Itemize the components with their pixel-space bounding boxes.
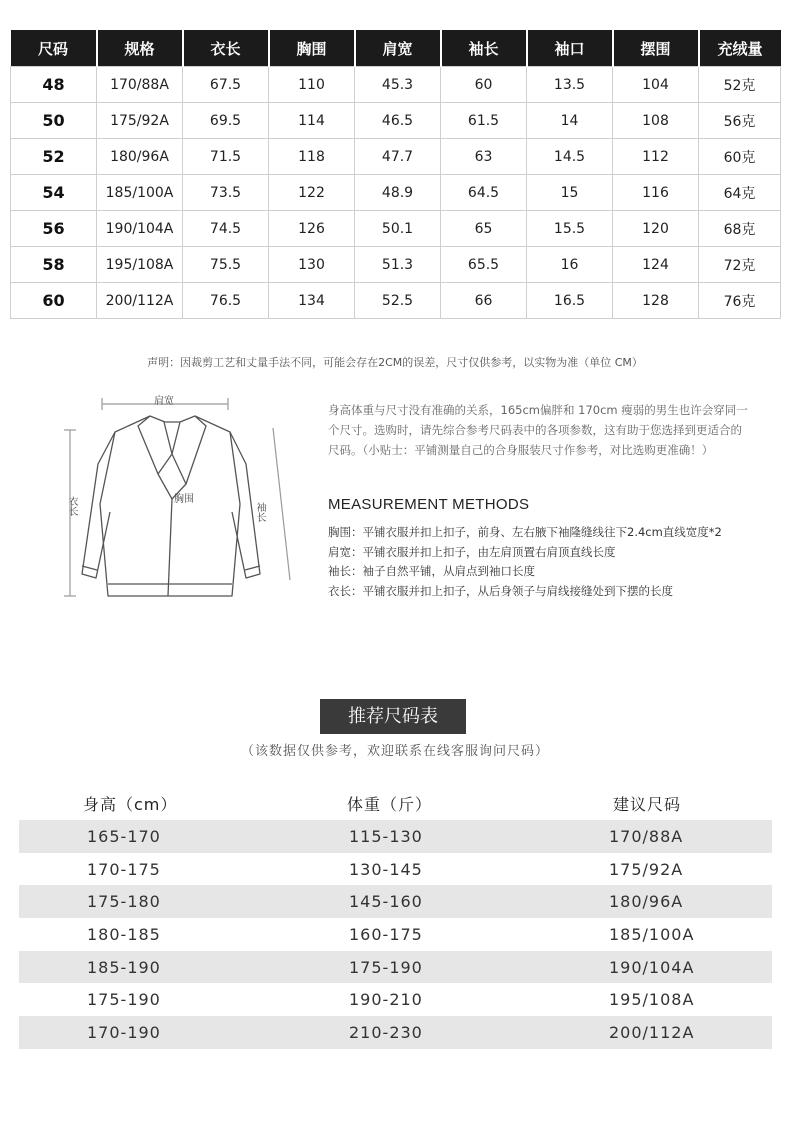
height-cell: 175-180 xyxy=(87,892,161,912)
value-cell: 16 xyxy=(527,247,613,283)
value-cell: 46.5 xyxy=(355,103,441,139)
value-cell: 66 xyxy=(441,283,527,319)
sleeve-label: 袖长 xyxy=(254,502,265,522)
value-cell: 60克 xyxy=(699,139,781,175)
value-cell: 200/112A xyxy=(97,283,183,319)
length-label: 衣长 xyxy=(66,496,77,516)
value-cell: 48.9 xyxy=(355,175,441,211)
value-cell: 15 xyxy=(527,175,613,211)
value-cell: 13.5 xyxy=(527,67,613,103)
size-cell: 170/88A xyxy=(609,826,684,846)
value-cell: 108 xyxy=(613,103,699,139)
size-cell: 190/104A xyxy=(609,957,695,977)
size-table-header xyxy=(11,30,781,67)
height-cell: 185-190 xyxy=(87,957,161,977)
recommend-header xyxy=(19,787,772,820)
size-header-cell: 肩宽 xyxy=(355,30,441,67)
value-cell: 112 xyxy=(613,139,699,175)
value-cell: 124 xyxy=(613,247,699,283)
value-cell: 114 xyxy=(269,103,355,139)
recommend-subtitle: （该数据仅供参考，欢迎联系在线客服询问尺码） xyxy=(240,744,549,759)
method-chest: 胸围：平铺衣服并扣上扣子，前身、左右腋下袖隆缝线往下2.4cm直线宽度*2 xyxy=(328,525,722,539)
table-row xyxy=(11,175,781,211)
value-cell: 190/104A xyxy=(97,211,183,247)
height-cell: 170-190 xyxy=(87,1022,161,1042)
value-cell: 134 xyxy=(269,283,355,319)
value-cell: 45.3 xyxy=(355,67,441,103)
value-cell: 110 xyxy=(269,67,355,103)
value-cell: 170/88A xyxy=(97,67,183,103)
value-cell: 75.5 xyxy=(183,247,269,283)
method-length: 衣长：平铺衣服并扣上扣子，从后身领子与肩线接缝处到下摆的长度 xyxy=(328,583,673,598)
size-header-cell: 胸围 xyxy=(269,30,355,67)
value-cell: 14.5 xyxy=(527,139,613,175)
size-cell: 58 xyxy=(11,247,97,283)
value-cell: 104 xyxy=(613,67,699,103)
size-cell: 50 xyxy=(11,103,97,139)
height-cell: 170-175 xyxy=(87,859,161,879)
method-sleeve: 袖长：袖子自然平铺，从肩点到袖口长度 xyxy=(328,564,535,578)
recommend-row xyxy=(19,885,772,918)
value-cell: 130 xyxy=(269,247,355,283)
recommend-title: 推荐尺码表 xyxy=(320,699,466,734)
table-row xyxy=(11,67,781,103)
jacket-measurement-diagram xyxy=(60,384,310,606)
value-cell: 118 xyxy=(269,139,355,175)
header-weight: 体重（斤） xyxy=(347,795,433,814)
size-header-cell: 衣长 xyxy=(183,30,269,67)
recommend-row xyxy=(19,1016,772,1049)
recommend-row xyxy=(19,820,772,853)
value-cell: 52克 xyxy=(699,67,781,103)
value-cell: 74.5 xyxy=(183,211,269,247)
shoulder-label: 肩宽 xyxy=(154,396,174,407)
table-row xyxy=(11,247,781,283)
value-cell: 56克 xyxy=(699,103,781,139)
value-cell: 67.5 xyxy=(183,67,269,103)
header-size: 建议尺码 xyxy=(613,795,682,814)
value-cell: 126 xyxy=(269,211,355,247)
value-cell: 52.5 xyxy=(355,283,441,319)
value-cell: 63 xyxy=(441,139,527,175)
recommend-row xyxy=(19,918,772,951)
value-cell: 175/92A xyxy=(97,103,183,139)
recommend-row xyxy=(19,983,772,1016)
value-cell: 65.5 xyxy=(441,247,527,283)
table-row xyxy=(11,103,781,139)
header-height: 身高（cm） xyxy=(83,795,178,814)
size-cell: 56 xyxy=(11,211,97,247)
value-cell: 64克 xyxy=(699,175,781,211)
weight-cell: 175-190 xyxy=(349,957,423,977)
value-cell: 73.5 xyxy=(183,175,269,211)
recommend-row xyxy=(19,951,772,984)
methods-list xyxy=(328,523,768,601)
size-cell: 52 xyxy=(11,139,97,175)
value-cell: 128 xyxy=(613,283,699,319)
value-cell: 65 xyxy=(441,211,527,247)
weight-cell: 210-230 xyxy=(349,1022,423,1042)
value-cell: 180/96A xyxy=(97,139,183,175)
weight-cell: 130-145 xyxy=(349,859,423,879)
value-cell: 64.5 xyxy=(441,175,527,211)
value-cell: 116 xyxy=(613,175,699,211)
recommend-table xyxy=(19,787,772,1049)
height-cell: 165-170 xyxy=(87,826,161,846)
value-cell: 76克 xyxy=(699,283,781,319)
methods-title: MEASUREMENT METHODS xyxy=(328,496,530,513)
weight-cell: 160-175 xyxy=(349,924,423,944)
size-cell: 60 xyxy=(11,283,97,319)
size-cell: 175/92A xyxy=(609,859,684,879)
value-cell: 47.7 xyxy=(355,139,441,175)
value-cell: 50.1 xyxy=(355,211,441,247)
value-cell: 60 xyxy=(441,67,527,103)
size-cell: 48 xyxy=(11,67,97,103)
value-cell: 16.5 xyxy=(527,283,613,319)
weight-cell: 190-210 xyxy=(349,990,423,1010)
table-row xyxy=(11,139,781,175)
height-cell: 180-185 xyxy=(87,924,161,944)
value-cell: 69.5 xyxy=(183,103,269,139)
recommend-row xyxy=(19,853,772,886)
value-cell: 185/100A xyxy=(97,175,183,211)
value-cell: 122 xyxy=(269,175,355,211)
chest-label: 胸围 xyxy=(174,494,194,505)
size-cell: 200/112A xyxy=(609,1022,695,1042)
height-cell: 175-190 xyxy=(87,990,161,1010)
table-row xyxy=(11,211,781,247)
sizing-tips: 身高体重与尺寸没有准确的关系，165cm偏胖和 170cm 瘦弱的男生也许会穿同一个尺寸。选购时，请先综合参考尺码表中的各项参数，这有助于您选择到更适合的尺码。（小贴士：平铺测量自己的合身服装尺寸作参考，对比选购更准确！） xyxy=(328,403,748,457)
table-row xyxy=(11,283,781,319)
size-header-cell: 规格 xyxy=(97,30,183,67)
weight-cell: 145-160 xyxy=(349,892,423,912)
value-cell: 71.5 xyxy=(183,139,269,175)
size-cell: 54 xyxy=(11,175,97,211)
value-cell: 61.5 xyxy=(441,103,527,139)
value-cell: 51.3 xyxy=(355,247,441,283)
size-header-cell: 尺码 xyxy=(11,30,97,67)
size-cell: 185/100A xyxy=(609,924,695,944)
size-header-cell: 摆围 xyxy=(613,30,699,67)
value-cell: 195/108A xyxy=(97,247,183,283)
value-cell: 76.5 xyxy=(183,283,269,319)
value-cell: 68克 xyxy=(699,211,781,247)
size-header-cell: 充绒量 xyxy=(699,30,781,67)
method-shoulder: 肩宽：平铺衣服并扣上扣子，由左肩顶置右肩顶直线长度 xyxy=(328,544,616,559)
value-cell: 120 xyxy=(613,211,699,247)
size-header-cell: 袖口 xyxy=(527,30,613,67)
weight-cell: 115-130 xyxy=(349,826,423,846)
size-cell: 195/108A xyxy=(609,990,695,1010)
value-cell: 14 xyxy=(527,103,613,139)
size-header-cell: 袖长 xyxy=(441,30,527,67)
disclaimer-note: 声明：因裁剪工艺和丈量手法不同，可能会存在2CM的误差，尺寸仅供参考，以实物为准（单位 CM） xyxy=(147,356,643,369)
size-chart-table xyxy=(10,30,781,319)
size-cell: 180/96A xyxy=(609,892,684,912)
value-cell: 15.5 xyxy=(527,211,613,247)
value-cell: 72克 xyxy=(699,247,781,283)
size-table-body xyxy=(11,67,781,319)
